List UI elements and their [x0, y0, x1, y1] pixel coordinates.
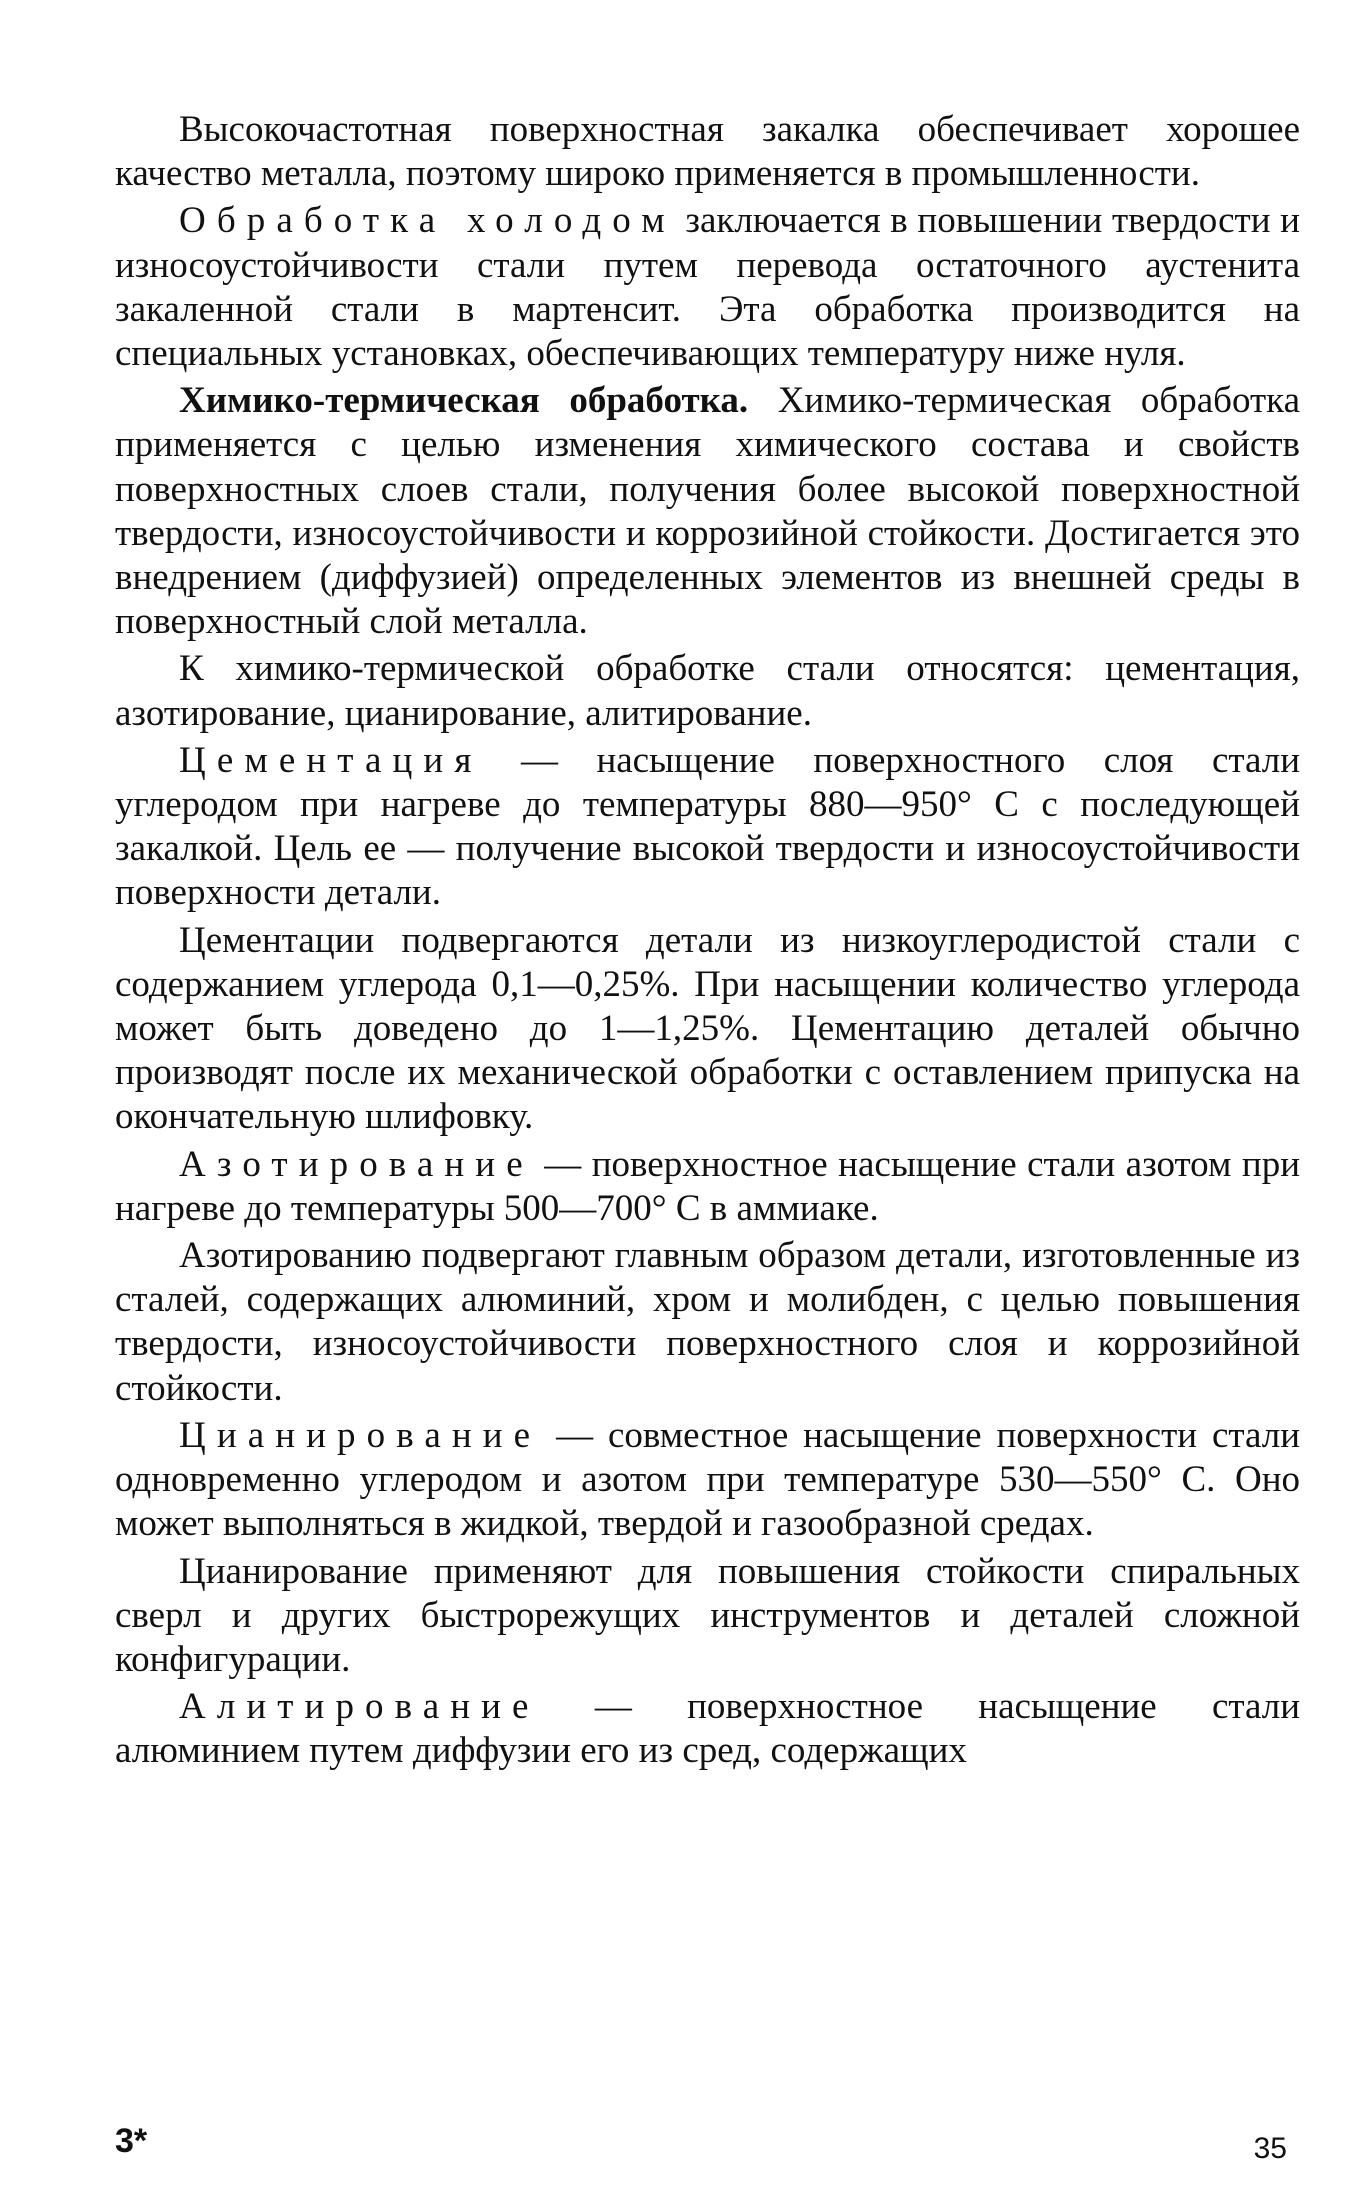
paragraph-text: Азотированию подвергают главным образом детали, изготовленные из сталей, содержащих алюминий, хром и молибден, с целью повышения твердости, износоустойчивости поверхностного слоя и коррозийной стойкости. — [115, 1235, 1300, 1409]
paragraph-cementation-details — [115, 919, 1300, 1140]
term-cyaniding: Цианирование — [179, 1414, 542, 1456]
term-aluminizing: Алитирование — [179, 1686, 540, 1728]
paragraph-text: — насыщение поверхностного слоя стали углеродом при нагреве до температуры 880—950° С с последующей закалкой. Цель ее — получение высокой твердости и износоустойчивости поверхности детали. — [115, 739, 1300, 914]
paragraph-cold-treatment — [115, 199, 1300, 376]
paragraph-high-frequency-hardening — [115, 108, 1300, 196]
paragraph-nitriding — [115, 1143, 1300, 1231]
paragraph-text: — поверхностное насыщение стали азотом при нагреве до температуры 500—700° С в аммиаке. — [115, 1143, 1300, 1229]
paragraph-text: Высокочастотная поверхностная закалка обеспечивает хорошее качество металла, поэтому широко применяется в промышленности. — [115, 109, 1300, 195]
paragraph-text: — поверхностное насыщение стали алюминием путем диффузии его из сред, содержащих — [115, 1686, 1300, 1772]
paragraph-text: Химико-термическая обработка применяется с целью изменения химического состава и свойств поверхностных слоев стали, получения более высокой поверхностной твердости, износоустойчивости и коррозийной стойкости. Достигается это внедрением (диффузией) определенных элементов из внешней среды в поверхностный слой металла. — [115, 380, 1300, 643]
paragraph-text: Цианирование применяют для повышения стойкости спиральных сверл и других быстрорежущих инструментов и деталей сложной конфигурации. — [115, 1550, 1300, 1680]
term-cold-treatment: Обработка холодом — [179, 200, 676, 242]
paragraph-cementation — [115, 739, 1300, 916]
page-body — [115, 108, 1300, 1777]
section-heading-chemical-thermal: Химико-термическая обработка. — [179, 380, 749, 422]
page-number: 35 — [1253, 2132, 1287, 2165]
paragraph-text: заключается в повышении твердости и износоустойчивости стали путем перевода остаточного аустенита закаленной стали в мартенсит. Эта обработка производится на специальных установках, обеспечивающих температуру ниже нуля. — [115, 200, 1300, 375]
paragraph-chemical-thermal — [115, 379, 1300, 644]
term-cementation: Цементация — [179, 739, 483, 781]
paragraph-types-list — [115, 647, 1300, 735]
signature-mark: 3* — [115, 2122, 148, 2160]
paragraph-nitriding-details — [115, 1234, 1300, 1411]
paragraph-aluminizing — [115, 1685, 1300, 1773]
paragraph-text: — совместное насыщение поверхности стали одновременно углеродом и азотом при температуре 530—550° С. Оно может выполняться в жидкой, твердой и газообразной средах. — [115, 1414, 1300, 1545]
term-nitriding: Азотирование — [179, 1143, 534, 1185]
paragraph-cyaniding — [115, 1414, 1300, 1547]
paragraph-text: К химико-термической обработке стали относятся: цементация, азотирование, цианирование, алитирование. — [115, 648, 1300, 734]
paragraph-cyaniding-details — [115, 1550, 1300, 1683]
paragraph-text: Цементации подвергаются детали из низкоуглеродистой стали с содержанием углерода 0,1—0,25%. При насыщении количество углерода может быть доведено до 1—1,25%. Цементацию деталей обычно производят после их механической обработки с оставлением припуска на окончательную шлифовку. — [115, 919, 1300, 1138]
